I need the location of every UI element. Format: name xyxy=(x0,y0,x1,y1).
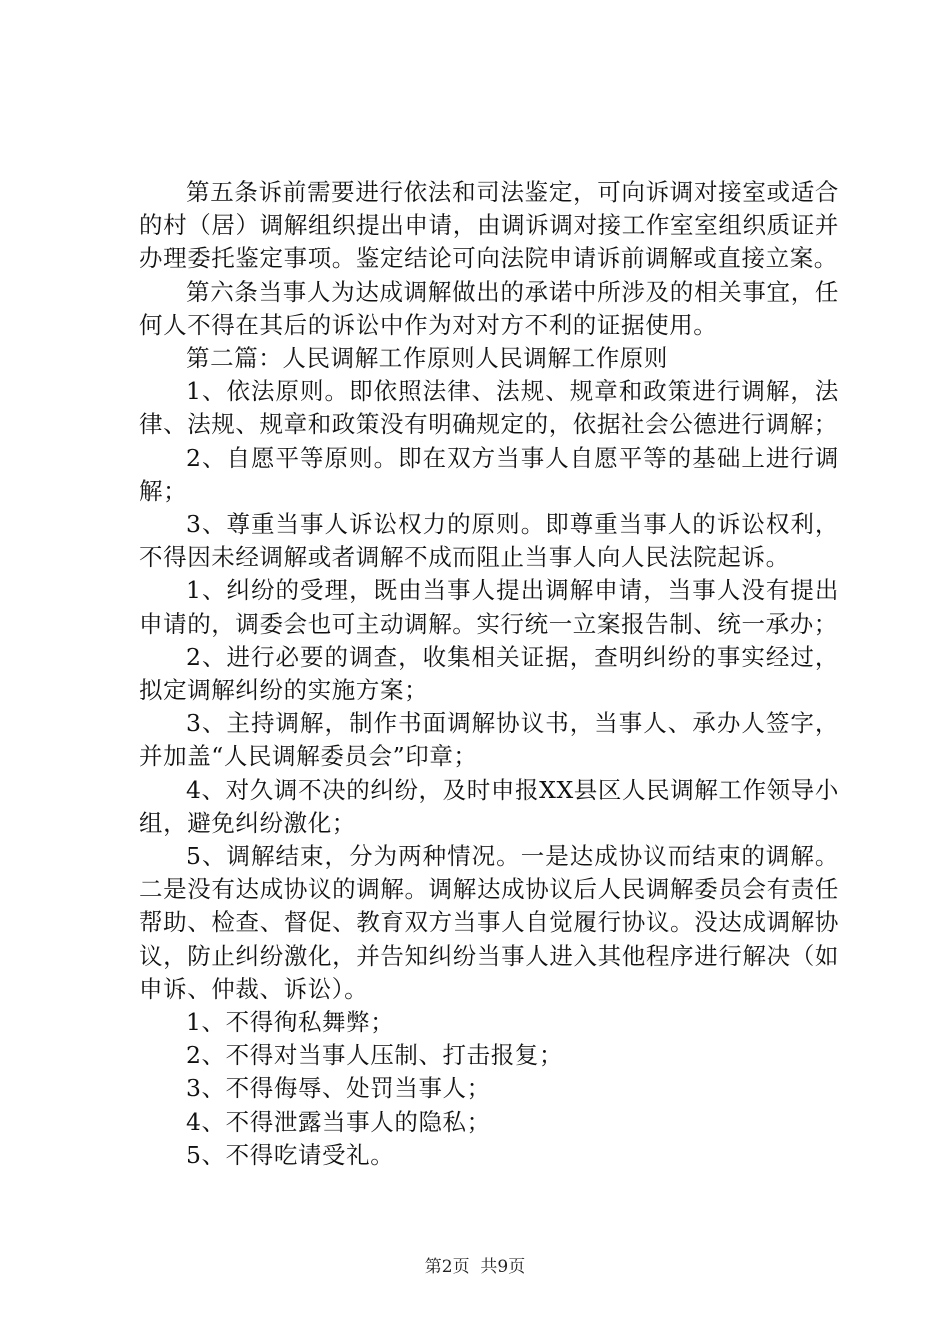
paragraph: 1、纠纷的受理，既由当事人提出调解申请，当事人没有提出申请的，调委会也可主动调解。实行统一立案报告制、统一承办； xyxy=(139,576,839,638)
paragraph: 1、依法原则。即依照法律、法规、规章和政策进行调解，法律、法规、规章和政策没有明确规定的，依据社会公德进行调解； xyxy=(139,377,839,439)
paragraph: 1、不得徇私舞弊； xyxy=(186,1008,395,1037)
paragraph: 第五条诉前需要进行依法和司法鉴定，可向诉调对接室或适合的村（居）调解组织提出申请，由调诉调对接工作室室组织质证并办理委托鉴定事项。鉴定结论可向法院申请诉前调解或直接立案。 xyxy=(139,178,839,273)
document-body xyxy=(139,176,839,1172)
paragraph: 3、不得侮辱、处罚当事人； xyxy=(186,1074,491,1103)
section-heading: 第二篇：人民调解工作原则人民调解工作原则 xyxy=(186,344,668,373)
paragraph: 2、进行必要的调查，收集相关证据，查明纠纷的事实经过，拟定调解纠纷的实施方案； xyxy=(139,642,839,705)
page-number-footer: 第2页 共9页 xyxy=(424,1257,526,1277)
paragraph: 3、主持调解，制作书面调解协议书，当事人、承办人签字，并加盖“人民调解委员会”印章； xyxy=(139,709,839,771)
paragraph: 4、对久调不决的纠纷，及时申报XX县区人民调解工作领导小组，避免纠纷激化； xyxy=(139,775,839,837)
paragraph: 5、不得吃请受礼。 xyxy=(186,1140,395,1169)
paragraph: 5、调解结束，分为两种情况。一是达成协议而结束的调解。二是没有达成协议的调解。调解达成协议后人民调解委员会有责任帮助、检查、督促、教育双方当事人自觉履行协议。没达成调解协议，防止纠纷激化，并告知纠纷当事人进入其他程序进行解决（如申诉、仲裁、诉讼）。 xyxy=(139,842,839,1003)
paragraph: 第六条当事人为达成调解做出的承诺中所涉及的相关事宜，任何人不得在其后的诉讼中作为对对方不利的证据使用。 xyxy=(139,277,839,339)
paragraph: 2、不得对当事人压制、打击报复； xyxy=(186,1041,564,1070)
paragraph: 2、自愿平等原则。即在双方当事人自愿平等的基础上进行调解； xyxy=(139,443,839,505)
paragraph: 3、尊重当事人诉讼权力的原则。即尊重当事人的诉讼权利，不得因未经调解或者调解不成而阻止当事人向人民法院起诉。 xyxy=(139,510,839,572)
paragraph: 4、不得泄露当事人的隐私； xyxy=(186,1107,491,1136)
